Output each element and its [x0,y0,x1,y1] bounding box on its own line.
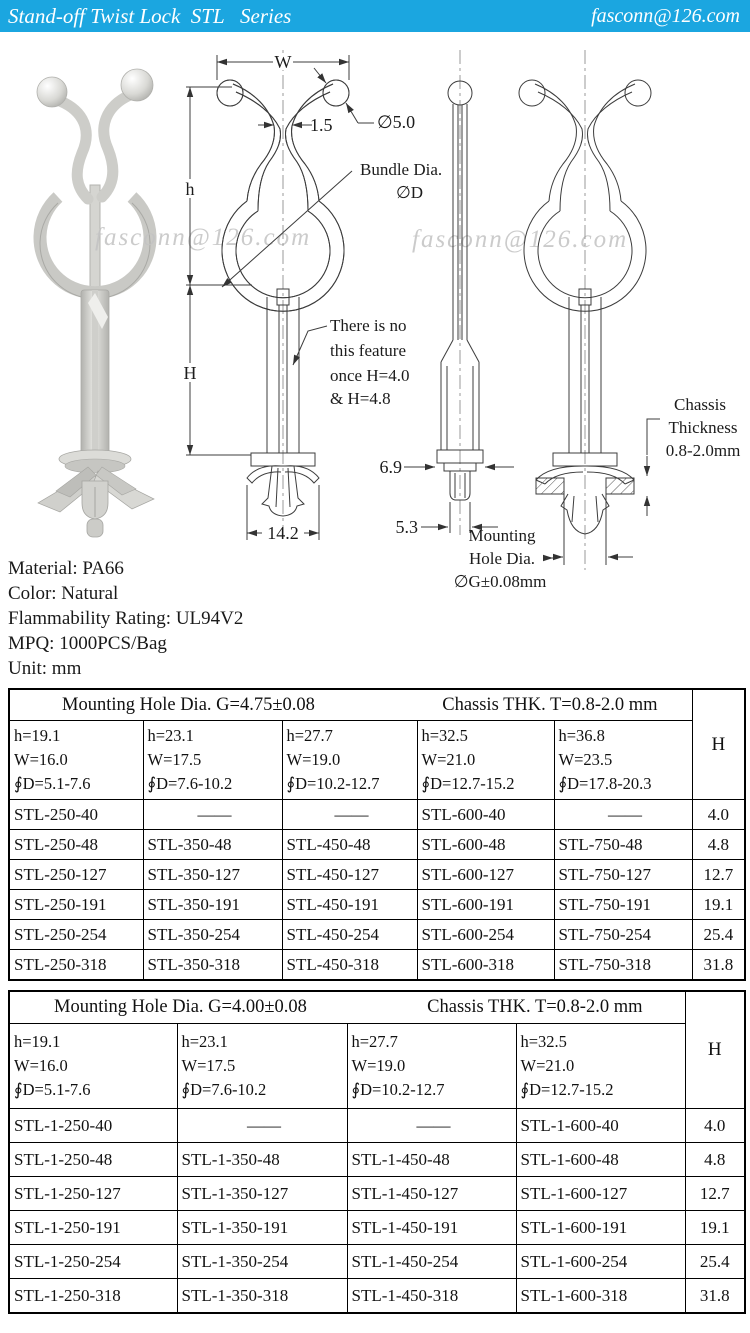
table-row [9,950,745,981]
table2-body [9,1109,745,1314]
header-bar [0,0,750,32]
mounting-hole-label-2: Hole Dia. [468,549,536,568]
part-number-cell: STL-1-250-191 [9,1211,177,1245]
part-number-cell: STL-1-350-318 [177,1279,347,1314]
part-number-cell: STL-600-48 [417,830,554,860]
height-cell: 4.0 [692,800,745,830]
material-specs [8,556,243,681]
dim-hh-label: H [183,363,197,383]
size-header-cell: h=36.8 W=23.5 ∮D=17.8-20.3 [554,721,692,800]
spec-line-color: Color: Natural [8,583,119,604]
part-number-cell: STL-1-450-191 [347,1211,516,1245]
chassis-label-3: 0.8-2.0mm [665,441,741,460]
height-cell: 4.8 [692,830,745,860]
height-cell: 19.1 [685,1211,745,1245]
part-number-cell: —— [347,1109,516,1143]
size-header-cell: h=27.7 W=19.0 ∮D=10.2-12.7 [347,1024,516,1109]
part-number-cell: STL-600-191 [417,890,554,920]
part-number-cell: STL-600-318 [417,950,554,981]
dim-ball-dia-label: ∅5.0 [377,112,416,132]
table-header-row [9,1024,745,1109]
dim-h-label: h [185,179,195,199]
part-number-cell: STL-600-254 [417,920,554,950]
part-number-cell: STL-250-318 [9,950,143,981]
h-column-header: H [692,689,745,800]
part-number-cell: STL-350-318 [143,950,282,981]
part-number-cell: STL-450-318 [282,950,417,981]
height-cell: 4.8 [685,1143,745,1177]
part-number-cell: STL-450-48 [282,830,417,860]
contact-email: fasconn@126.com [591,4,740,27]
chassis-label-2: Thickness [668,418,738,437]
spec-line-material: Material: PA66 [8,558,124,579]
part-number-cell: STL-1-250-48 [9,1143,177,1177]
height-cell: 25.4 [692,920,745,950]
part-number-cell: STL-350-254 [143,920,282,950]
part-number-cell: STL-1-350-48 [177,1143,347,1177]
part-number-cell: STL-750-127 [554,860,692,890]
table-row [9,1279,745,1314]
mounting-hole-label-3: ∅G±0.08mm [453,572,547,591]
height-cell: 12.7 [685,1177,745,1211]
page-title: Stand-off Twist Lock STL Series [8,3,292,28]
watermark-text: fasconn@126.com [95,224,312,251]
table2-chassis-thk: Chassis THK. T=0.8-2.0 mm [427,997,643,1017]
table-header-row [9,721,745,800]
watermark-text: fasconn@126.com [412,226,629,253]
dim-w-label: W [274,52,292,72]
part-number-cell: STL-1-450-254 [347,1245,516,1279]
table-title-row [9,689,745,721]
part-number-cell: STL-250-40 [9,800,143,830]
dim-69-label: 6.9 [379,457,402,477]
part-number-cell: —— [177,1109,347,1143]
table-row [9,1177,745,1211]
height-cell: 31.8 [685,1279,745,1314]
part-number-cell: STL-1-350-191 [177,1211,347,1245]
part-number-cell: STL-250-254 [9,920,143,950]
height-cell: 25.4 [685,1245,745,1279]
part-number-cell: STL-750-318 [554,950,692,981]
part-number-cell: STL-1-250-40 [9,1109,177,1143]
height-cell: 12.7 [692,860,745,890]
dim-base-label: 14.2 [267,523,299,543]
part-number-cell: STL-1-350-254 [177,1245,347,1279]
part-number-cell: STL-350-48 [143,830,282,860]
table-row [9,920,745,950]
svg-text:& H=4.8: & H=4.8 [330,389,391,408]
chassis-label-1: Chassis [674,395,726,414]
size-header-cell: h=32.5 W=21.0 ∮D=12.7-15.2 [417,721,554,800]
size-header-cell: h=19.1 W=16.0 ∮D=5.1-7.6 [9,1024,177,1109]
photo-3d-view [37,69,154,537]
part-number-cell: STL-1-600-127 [516,1177,685,1211]
spec-table-g400 [8,990,746,1314]
technical-drawing [0,35,750,605]
dim-53-label: 5.3 [395,517,418,537]
part-number-cell: STL-450-127 [282,860,417,890]
svg-text:this feature: this feature [330,341,406,360]
part-number-cell: STL-1-600-40 [516,1109,685,1143]
part-number-cell: STL-250-127 [9,860,143,890]
part-number-cell: STL-250-191 [9,890,143,920]
table-row [9,1143,745,1177]
part-number-cell: STL-1-450-318 [347,1279,516,1314]
part-number-cell: STL-600-127 [417,860,554,890]
part-number-cell: STL-1-600-254 [516,1245,685,1279]
ball-tip-right [121,69,153,101]
spec-line-flammability: Flammability Rating: UL94V2 [8,608,244,629]
spec-line-mpq: MPQ: 1000PCS/Bag [8,633,167,654]
installed-view [519,50,740,570]
ball-tip-left [37,77,67,107]
part-number-cell: —— [282,800,417,830]
size-header-cell: h=23.1 W=17.5 ∮D=7.6-10.2 [143,721,282,800]
table-row [9,890,745,920]
bundle-dia-symbol: ∅D [396,183,424,202]
height-cell: 4.0 [685,1109,745,1143]
table1-body [9,800,745,981]
part-number-cell: STL-1-450-48 [347,1143,516,1177]
table-row [9,1109,745,1143]
part-number-cell: STL-1-450-127 [347,1177,516,1211]
part-number-cell: STL-750-254 [554,920,692,950]
table-title-row [9,991,745,1024]
table2-title: Mounting Hole Dia. G=4.00±0.08 [54,997,307,1017]
part-number-cell: STL-750-48 [554,830,692,860]
spec-table-g475 [8,688,746,981]
size-header-cell: h=27.7 W=19.0 ∮D=10.2-12.7 [282,721,417,800]
bundle-dia-label: Bundle Dia. [360,160,443,179]
height-cell: 19.1 [692,890,745,920]
size-header-cell: h=19.1 W=16.0 ∮D=5.1-7.6 [9,721,143,800]
part-number-cell: STL-350-191 [143,890,282,920]
svg-text:There is no: There is no [330,316,407,335]
table-row [9,830,745,860]
table-row [9,1211,745,1245]
part-number-cell: STL-450-254 [282,920,417,950]
part-number-cell: STL-1-600-318 [516,1279,685,1314]
spec-line-unit: Unit: mm [8,658,82,679]
part-number-cell: STL-1-600-48 [516,1143,685,1177]
part-number-cell: STL-250-48 [9,830,143,860]
table-row [9,800,745,830]
front-view-dimensioned [180,50,442,543]
svg-text:once H=4.0: once H=4.0 [330,366,410,385]
part-number-cell: STL-1-600-191 [516,1211,685,1245]
part-number-cell: —— [554,800,692,830]
table-row [9,1245,745,1279]
part-number-cell: STL-350-127 [143,860,282,890]
part-number-cell: STL-1-250-318 [9,1279,177,1314]
part-number-cell: STL-600-40 [417,800,554,830]
table1-title: Mounting Hole Dia. G=4.75±0.08 [62,694,315,715]
height-cell: 31.8 [692,950,745,981]
part-number-cell: STL-450-191 [282,890,417,920]
mounting-hole-label-1: Mounting [468,526,536,545]
h-column-header: H [685,991,745,1109]
dim-gap-label: 1.5 [310,115,333,135]
table1-chassis-thk: Chassis THK. T=0.8-2.0 mm [442,694,658,715]
size-header-cell: h=23.1 W=17.5 ∮D=7.6-10.2 [177,1024,347,1109]
table-row [9,860,745,890]
part-number-cell: —— [143,800,282,830]
part-number-cell: STL-750-191 [554,890,692,920]
part-number-cell: STL-1-350-127 [177,1177,347,1211]
size-header-cell: h=32.5 W=21.0 ∮D=12.7-15.2 [516,1024,685,1109]
part-number-cell: STL-1-250-127 [9,1177,177,1211]
part-number-cell: STL-1-250-254 [9,1245,177,1279]
feature-note [293,316,409,408]
